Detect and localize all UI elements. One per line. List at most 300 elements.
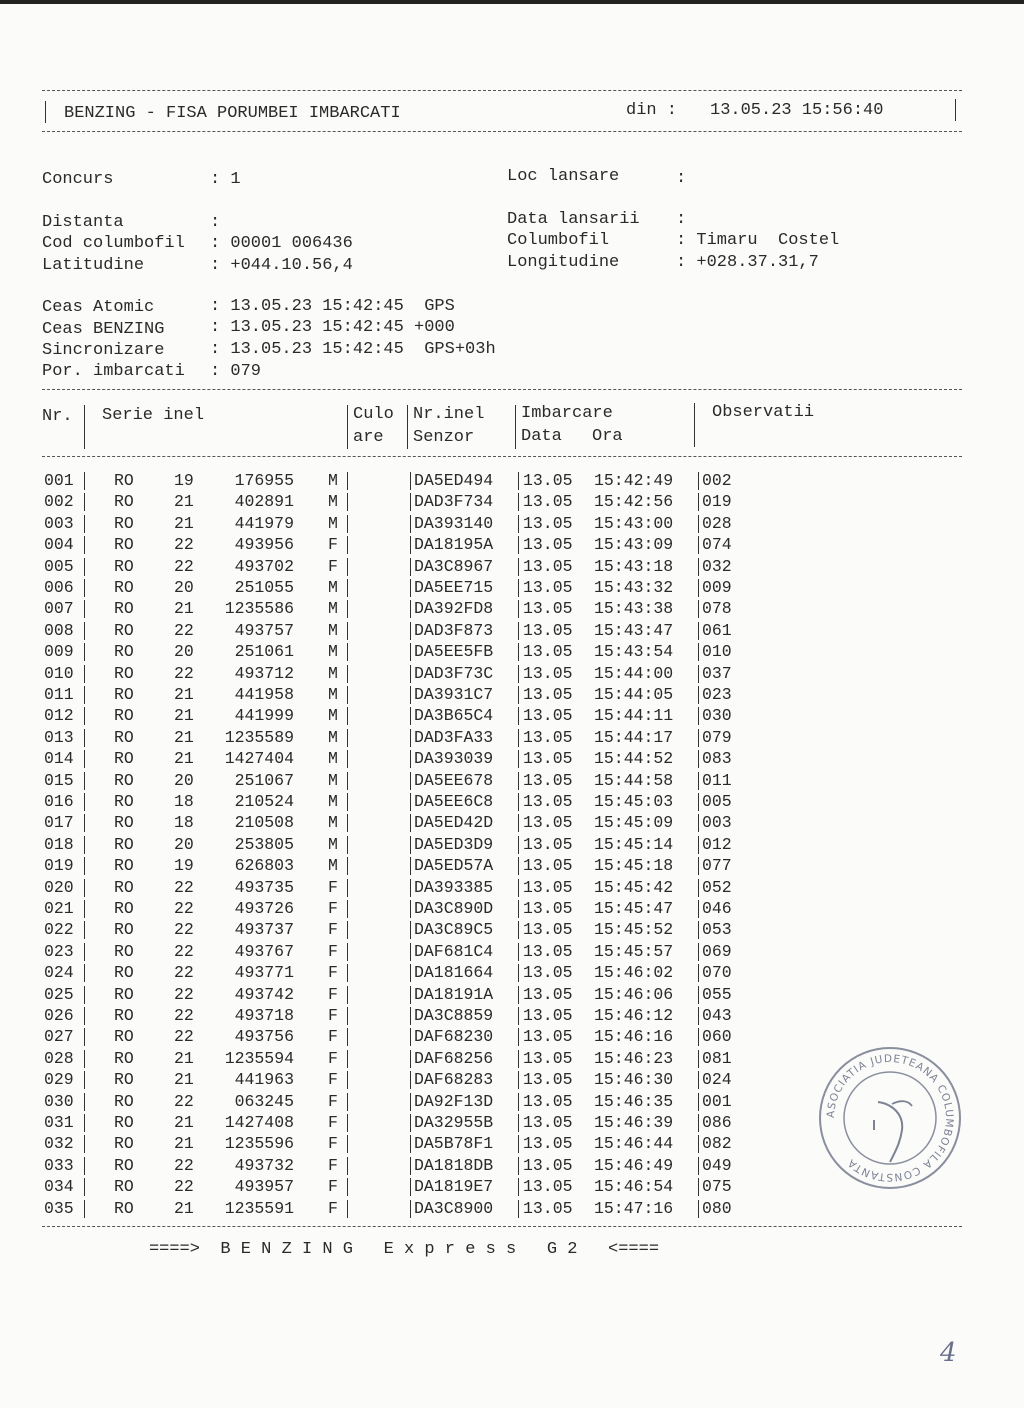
row-data: 13.05 [523, 792, 573, 811]
row-divider [347, 1007, 348, 1025]
row-ora: 15:44:11 [594, 706, 674, 726]
row-divider [347, 707, 348, 725]
row-data: 13.05 [523, 941, 573, 961]
row-ora: 15:46:49 [594, 1155, 674, 1175]
row-divider [347, 1050, 348, 1068]
row-senzor: DA1819E7 [414, 1177, 494, 1197]
row-ora: 15:45:14 [594, 834, 674, 854]
table-row [0, 855, 1024, 876]
table-row [0, 491, 1024, 512]
cod-columbofil-value: : 00001 006436 [210, 234, 353, 253]
row-divider [698, 772, 699, 790]
row-ora: 15:43:54 [594, 642, 674, 662]
row-inel: 441999 [234, 706, 294, 726]
row-ora: 15:46:54 [594, 1177, 674, 1197]
row-sex: F [328, 1134, 338, 1154]
row-nr: 005 [44, 556, 74, 576]
row-ora: 15:45:09 [594, 813, 674, 833]
row-inel: 253805 [234, 834, 294, 854]
row-divider [347, 665, 348, 683]
row-divider [518, 814, 519, 832]
longitudine-value: : +028.37.31,7 [676, 253, 819, 272]
row-divider [84, 515, 85, 533]
row-data: 13.05 [523, 1113, 573, 1132]
row-divider [410, 493, 411, 511]
row-data: 13.05 [523, 899, 573, 918]
row-ora: 15:46:30 [594, 1070, 674, 1090]
row-divider [347, 1071, 348, 1089]
row-observatii: 002 [702, 471, 732, 490]
col-nr-inel: Nr.inel [413, 405, 485, 424]
table-row [0, 556, 1024, 577]
row-divider [347, 1200, 348, 1218]
row-senzor: DA5EE715 [414, 578, 494, 597]
row-senzor: DA92F13D [414, 1091, 494, 1111]
row-sex: M [328, 685, 338, 704]
row-inel: 063245 [234, 1091, 294, 1111]
row-data: 13.05 [523, 984, 573, 1004]
row-an: 21 [174, 749, 194, 769]
row-sex: M [328, 813, 338, 833]
row-divider [410, 707, 411, 725]
row-nr: 019 [44, 856, 74, 876]
row-inel: 493757 [234, 620, 294, 640]
row-sex: F [328, 1177, 338, 1197]
row-divider [84, 857, 85, 875]
row-divider [84, 665, 85, 683]
row-divider [84, 814, 85, 832]
row-data: 13.05 [523, 727, 573, 747]
row-sex: M [328, 471, 338, 490]
row-senzor: DA3C8859 [414, 1006, 494, 1025]
row-divider [698, 921, 699, 939]
col-nr: Nr. [42, 407, 73, 426]
row-ora: 15:45:42 [594, 877, 674, 897]
row-divider [518, 943, 519, 961]
row-nr: 008 [44, 620, 74, 640]
row-nr: 034 [44, 1177, 74, 1197]
row-data: 13.05 [523, 642, 573, 662]
row-divider [518, 879, 519, 897]
row-sex: F [328, 1198, 338, 1218]
row-senzor: DAF68256 [414, 1048, 494, 1068]
row-divider [698, 1178, 699, 1196]
row-an: 22 [174, 620, 194, 640]
row-divider [84, 536, 85, 554]
row-divider [410, 1178, 411, 1196]
row-divider [698, 686, 699, 704]
row-senzor: DA5EE6C8 [414, 792, 494, 811]
row-divider [410, 943, 411, 961]
row-divider [518, 1135, 519, 1153]
row-divider [84, 493, 85, 511]
row-ora: 15:43:47 [594, 620, 674, 640]
row-data: 13.05 [523, 1134, 573, 1154]
row-data: 13.05 [523, 1027, 573, 1047]
row-divider [347, 1157, 348, 1175]
row-inel: 210508 [234, 813, 294, 833]
row-senzor: DA5ED3D9 [414, 834, 494, 854]
row-divider [347, 472, 348, 490]
loc-lansare-value: : [676, 169, 687, 188]
row-tara: RO [114, 792, 134, 811]
row-divider [410, 665, 411, 683]
row-data: 13.05 [523, 1070, 573, 1090]
row-divider [347, 600, 348, 618]
row-divider [698, 1050, 699, 1068]
row-nr: 030 [44, 1091, 74, 1111]
row-divider [698, 964, 699, 982]
col-divider-3 [407, 405, 408, 449]
row-divider [347, 814, 348, 832]
row-an: 21 [174, 1134, 194, 1154]
row-nr: 017 [44, 813, 74, 833]
row-divider [518, 921, 519, 939]
row-ora: 15:44:17 [594, 727, 674, 747]
row-divider [518, 793, 519, 811]
ceas-benzing-label: Ceas BENZING [42, 320, 165, 339]
row-an: 22 [174, 984, 194, 1004]
row-divider [84, 836, 85, 854]
row-divider [347, 729, 348, 747]
row-divider [698, 943, 699, 961]
row-observatii: 086 [702, 1113, 732, 1132]
row-tara: RO [114, 471, 134, 490]
row-divider [698, 643, 699, 661]
row-senzor: DA18195A [414, 535, 494, 555]
table-row [0, 513, 1024, 534]
row-divider [698, 665, 699, 683]
row-tara: RO [114, 685, 134, 704]
row-inel: 493771 [234, 963, 294, 983]
porumbei-imbarcati-value: : 079 [210, 362, 262, 381]
row-divider [84, 707, 85, 725]
row-an: 21 [174, 1048, 194, 1068]
row-nr: 002 [44, 492, 74, 512]
table-row [0, 534, 1024, 555]
row-nr: 012 [44, 706, 74, 726]
row-sex: F [328, 1155, 338, 1175]
row-nr: 003 [44, 513, 74, 533]
row-sex: M [328, 706, 338, 726]
row-an: 18 [174, 813, 194, 833]
row-divider [410, 1200, 411, 1218]
row-sex: M [328, 513, 338, 533]
row-ora: 15:45:57 [594, 941, 674, 961]
table-row [0, 641, 1024, 662]
row-nr: 026 [44, 1006, 74, 1025]
row-inel: 1235589 [224, 727, 294, 747]
row-sex: F [328, 1113, 338, 1132]
row-tara: RO [114, 642, 134, 662]
row-divider [347, 772, 348, 790]
row-divider [84, 1135, 85, 1153]
header-top-rule [42, 90, 962, 91]
concurs-label: Concurs [42, 170, 114, 189]
row-an: 20 [174, 642, 194, 662]
row-divider [698, 707, 699, 725]
row-senzor: DA3B65C4 [414, 706, 494, 726]
row-nr: 010 [44, 663, 74, 683]
row-observatii: 001 [702, 1091, 732, 1111]
row-an: 21 [174, 1113, 194, 1132]
row-data: 13.05 [523, 685, 573, 704]
row-observatii: 024 [702, 1070, 732, 1090]
row-sex: F [328, 984, 338, 1004]
row-inel: 210524 [234, 792, 294, 811]
row-divider [698, 622, 699, 640]
row-divider [698, 900, 699, 918]
ceas-atomic-label: Ceas Atomic [42, 298, 155, 317]
row-inel: 441979 [234, 513, 294, 533]
row-sex: M [328, 663, 338, 683]
row-ora: 15:43:18 [594, 556, 674, 576]
row-senzor: DA5ED494 [414, 471, 494, 490]
table-row [0, 877, 1024, 898]
row-observatii: 070 [702, 963, 732, 983]
row-divider [518, 622, 519, 640]
row-tara: RO [114, 1198, 134, 1218]
latitudine-label: Latitudine [42, 256, 145, 275]
row-ora: 15:45:52 [594, 920, 674, 940]
row-observatii: 083 [702, 749, 732, 769]
row-inel: 251061 [234, 642, 294, 662]
row-inel: 1235596 [224, 1134, 294, 1154]
row-observatii: 028 [702, 513, 732, 533]
row-tara: RO [114, 984, 134, 1004]
row-nr: 022 [44, 920, 74, 940]
row-sex: M [328, 749, 338, 769]
row-divider [410, 579, 411, 597]
row-divider [698, 1071, 699, 1089]
row-observatii: 019 [702, 492, 732, 512]
row-sex: F [328, 1070, 338, 1090]
row-ora: 15:44:52 [594, 749, 674, 769]
row-divider [410, 536, 411, 554]
table-row [0, 941, 1024, 962]
row-observatii: 046 [702, 899, 732, 918]
ceas-atomic-value: : 13.05.23 15:42:45 GPS [210, 297, 455, 316]
print-datetime: 13.05.23 15:56:40 [710, 101, 884, 120]
row-divider [518, 493, 519, 511]
row-data: 13.05 [523, 1198, 573, 1218]
row-inel: 441963 [234, 1070, 294, 1090]
row-tara: RO [114, 920, 134, 940]
row-nr: 006 [44, 578, 74, 597]
row-divider [84, 900, 85, 918]
col-divider-5 [694, 403, 695, 447]
row-an: 22 [174, 1177, 194, 1197]
row-senzor: DAF681C4 [414, 941, 494, 961]
row-divider [410, 964, 411, 982]
row-senzor: DAD3F73C [414, 663, 494, 683]
row-observatii: 080 [702, 1198, 732, 1218]
distanta-value: : [210, 213, 221, 232]
row-senzor: DA5ED57A [414, 856, 494, 876]
row-ora: 15:46:35 [594, 1091, 674, 1111]
row-nr: 027 [44, 1027, 74, 1047]
row-data: 13.05 [523, 556, 573, 576]
row-divider [698, 1093, 699, 1111]
row-nr: 001 [44, 471, 74, 490]
row-an: 19 [174, 856, 194, 876]
row-divider [410, 814, 411, 832]
row-inel: 176955 [234, 471, 294, 490]
row-data: 13.05 [523, 471, 573, 490]
row-divider [84, 750, 85, 768]
row-divider [347, 900, 348, 918]
row-sex: F [328, 1006, 338, 1025]
row-tara: RO [114, 1070, 134, 1090]
row-ora: 15:42:56 [594, 492, 674, 512]
row-observatii: 011 [702, 770, 732, 790]
row-divider [410, 1157, 411, 1175]
row-divider [698, 515, 699, 533]
row-divider [84, 558, 85, 576]
row-divider [698, 750, 699, 768]
row-sex: M [328, 599, 338, 619]
row-data: 13.05 [523, 1048, 573, 1068]
row-ora: 15:43:38 [594, 599, 674, 619]
association-stamp [816, 1044, 964, 1192]
row-observatii: 012 [702, 834, 732, 854]
row-observatii: 030 [702, 706, 732, 726]
row-divider [698, 493, 699, 511]
scan-edge-line [0, 0, 1024, 4]
col-serie-inel: Serie inel [102, 406, 205, 425]
data-lansarii-label: Data lansarii [507, 210, 640, 229]
row-inel: 251055 [234, 578, 294, 597]
col-divider-2 [347, 405, 348, 449]
table-header-bottom-rule [42, 456, 962, 457]
table-row [0, 663, 1024, 684]
row-divider [698, 558, 699, 576]
row-senzor: DAD3FA33 [414, 727, 494, 747]
row-sex: F [328, 1048, 338, 1068]
row-data: 13.05 [523, 599, 573, 619]
row-tara: RO [114, 578, 134, 597]
row-divider [347, 836, 348, 854]
row-divider [518, 1200, 519, 1218]
row-tara: RO [114, 941, 134, 961]
row-divider [698, 472, 699, 490]
row-tara: RO [114, 813, 134, 833]
col-imbarcare: Imbarcare [521, 404, 613, 423]
col-culoare-1: Culo [353, 405, 394, 424]
row-inel: 493718 [234, 1006, 294, 1025]
row-sex: F [328, 877, 338, 897]
row-data: 13.05 [523, 834, 573, 854]
row-sex: F [328, 963, 338, 983]
row-divider [410, 686, 411, 704]
row-divider [84, 643, 85, 661]
row-an: 22 [174, 1006, 194, 1025]
table-row [0, 684, 1024, 705]
row-divider [410, 793, 411, 811]
row-sex: M [328, 792, 338, 811]
row-divider [84, 1178, 85, 1196]
row-an: 22 [174, 1155, 194, 1175]
row-tara: RO [114, 1155, 134, 1175]
row-inel: 493726 [234, 899, 294, 918]
row-divider [410, 750, 411, 768]
row-data: 13.05 [523, 1091, 573, 1111]
row-tara: RO [114, 492, 134, 512]
row-tara: RO [114, 1134, 134, 1154]
row-ora: 15:46:23 [594, 1048, 674, 1068]
row-divider [84, 600, 85, 618]
row-divider [698, 1157, 699, 1175]
row-divider [518, 579, 519, 597]
row-divider [518, 1178, 519, 1196]
row-inel: 251067 [234, 770, 294, 790]
row-divider [84, 622, 85, 640]
row-an: 21 [174, 599, 194, 619]
row-divider [347, 686, 348, 704]
row-divider [518, 536, 519, 554]
row-an: 21 [174, 492, 194, 512]
columbofil-value: : Timaru Costel [676, 231, 840, 250]
row-an: 18 [174, 792, 194, 811]
row-divider [347, 793, 348, 811]
row-data: 13.05 [523, 856, 573, 876]
table-row [0, 834, 1024, 855]
row-nr: 020 [44, 877, 74, 897]
row-sex: M [328, 620, 338, 640]
table-row [0, 470, 1024, 491]
row-sex: M [328, 770, 338, 790]
data-lansarii-value: : [676, 210, 687, 229]
col-ora: Ora [592, 427, 623, 446]
row-divider [410, 472, 411, 490]
row-an: 20 [174, 770, 194, 790]
row-tara: RO [114, 1113, 134, 1132]
row-ora: 15:46:16 [594, 1027, 674, 1047]
row-inel: 493956 [234, 535, 294, 555]
row-data: 13.05 [523, 706, 573, 726]
sincronizare-label: Sincronizare [42, 341, 165, 360]
row-divider [84, 1093, 85, 1111]
row-observatii: 078 [702, 599, 732, 619]
row-divider [518, 964, 519, 982]
row-inel: 493702 [234, 556, 294, 576]
row-observatii: 082 [702, 1134, 732, 1154]
row-nr: 028 [44, 1048, 74, 1068]
row-senzor: DA3C890D [414, 899, 494, 918]
row-ora: 15:42:49 [594, 471, 674, 490]
row-observatii: 055 [702, 984, 732, 1004]
row-ora: 15:45:47 [594, 899, 674, 918]
row-tara: RO [114, 770, 134, 790]
row-divider [347, 1114, 348, 1132]
row-senzor: DA181664 [414, 963, 494, 983]
latitudine-value: : +044.10.56,4 [210, 256, 353, 275]
row-divider [518, 515, 519, 533]
row-senzor: DA1818DB [414, 1155, 494, 1175]
row-divider [410, 643, 411, 661]
row-senzor: DA5ED42D [414, 813, 494, 833]
row-divider [84, 1007, 85, 1025]
row-an: 22 [174, 663, 194, 683]
row-nr: 015 [44, 770, 74, 790]
row-an: 22 [174, 1091, 194, 1111]
row-senzor: DA393039 [414, 749, 494, 769]
row-divider [347, 558, 348, 576]
row-ora: 15:44:58 [594, 770, 674, 790]
row-divider [84, 686, 85, 704]
row-senzor: DA5EE678 [414, 770, 494, 790]
table-bottom-rule [42, 1226, 962, 1227]
